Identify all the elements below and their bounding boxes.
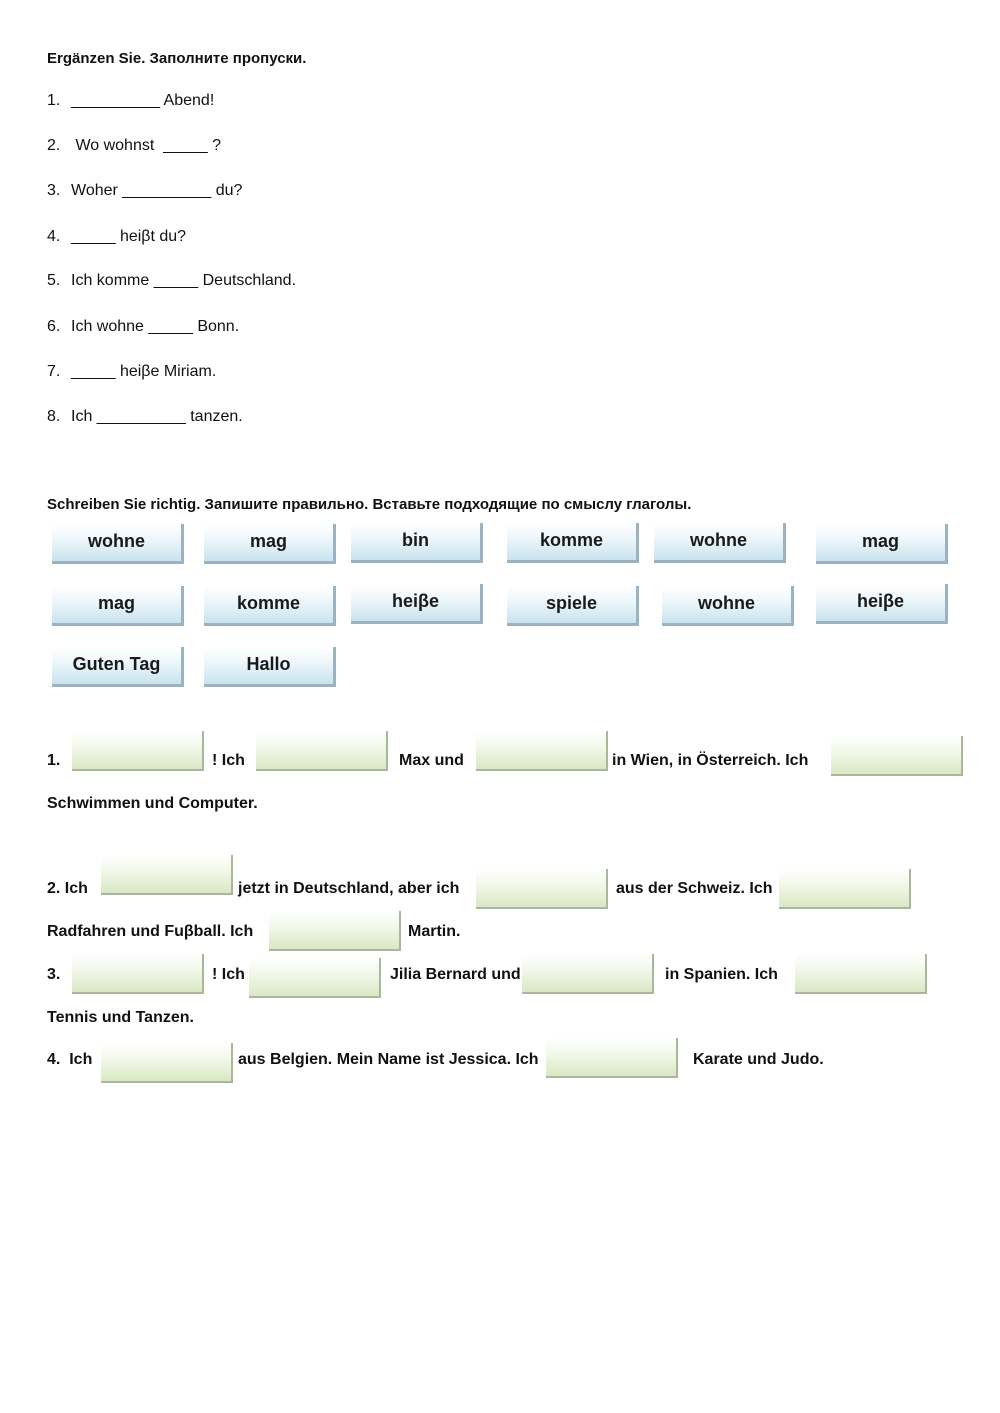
word-chip[interactable]: heiβe xyxy=(816,584,948,624)
drop-slot[interactable] xyxy=(546,1038,678,1078)
word-chip[interactable]: mag xyxy=(204,524,336,564)
drop-slot[interactable] xyxy=(101,855,233,895)
drop-slot[interactable] xyxy=(522,954,654,994)
sentence-text: ! Ich xyxy=(212,752,245,769)
item-text: Ich wohne _____ Bonn. xyxy=(71,318,240,335)
drop-slot[interactable] xyxy=(72,731,204,771)
sentence-text: in Wien, in Österreich. Ich xyxy=(612,752,809,769)
word-chip[interactable]: wohne xyxy=(52,524,184,564)
item-number: 8. xyxy=(47,408,61,425)
drop-slot[interactable] xyxy=(249,958,381,998)
word-chip[interactable]: komme xyxy=(204,586,336,626)
drop-slot[interactable] xyxy=(101,1043,233,1083)
drop-slot[interactable] xyxy=(72,954,204,994)
item-text: Wo wohnst _____ ? xyxy=(71,137,222,154)
sentence-text: Schwimmen und Computer. xyxy=(47,795,258,812)
item-text: Ich __________ tanzen. xyxy=(71,408,243,425)
exercise1-item xyxy=(47,408,243,426)
exercise1-item xyxy=(47,363,216,381)
sentence-text: Tennis und Tanzen. xyxy=(47,1009,194,1026)
section2-title: Schreiben Sie richtig. Запишите правильно. Вставьте подходящие по смыслу глаголы. xyxy=(47,496,692,513)
sentence-text: jetzt in Deutschland, aber ich xyxy=(238,880,460,897)
exercise1-item xyxy=(47,272,296,290)
word-chip[interactable]: Hallo xyxy=(204,647,336,687)
section1-title: Ergänzen Sie. Заполните пропуски. xyxy=(47,50,307,67)
item-number: 7. xyxy=(47,363,61,380)
sentence-text: Max und xyxy=(399,752,464,769)
drop-slot[interactable] xyxy=(476,731,608,771)
drop-slot[interactable] xyxy=(795,954,927,994)
word-chip[interactable]: mag xyxy=(52,586,184,626)
item-number: 3. xyxy=(47,182,61,199)
drop-slot[interactable] xyxy=(256,731,388,771)
drop-slot[interactable] xyxy=(476,869,608,909)
item-number: 6. xyxy=(47,318,61,335)
item-text: _____ heiβe Miriam. xyxy=(71,363,217,380)
drop-slot[interactable] xyxy=(269,911,401,951)
exercise1-item xyxy=(47,318,239,336)
item-text: __________ Abend! xyxy=(71,92,215,109)
item-number: 2. xyxy=(47,137,61,154)
word-chip[interactable]: bin xyxy=(351,523,483,563)
drop-slot[interactable] xyxy=(831,736,963,776)
sentence-text: Radfahren und Fuβball. Ich xyxy=(47,923,254,940)
item-text: Woher __________ du? xyxy=(71,182,243,199)
drop-slot[interactable] xyxy=(779,869,911,909)
item-number: 1. xyxy=(47,92,61,109)
sentence-number: 4. Ich xyxy=(47,1051,93,1068)
exercise1-item xyxy=(47,228,186,246)
sentence-text: Martin. xyxy=(408,923,461,940)
exercise1-item xyxy=(47,137,221,155)
sentence-number: 1. xyxy=(47,752,61,769)
word-chip[interactable]: wohne xyxy=(662,586,794,626)
sentence-number: 2. Ich xyxy=(47,880,88,897)
item-text: _____ heiβt du? xyxy=(71,228,187,245)
sentence-text: Karate und Judo. xyxy=(693,1051,824,1068)
sentence-text: in Spanien. Ich xyxy=(665,966,778,983)
sentence-text: aus Belgien. Mein Name ist Jessica. Ich xyxy=(238,1051,539,1068)
word-chip[interactable]: wohne xyxy=(654,523,786,563)
item-number: 4. xyxy=(47,228,61,245)
sentence-number: 3. xyxy=(47,966,61,983)
word-chip[interactable]: komme xyxy=(507,523,639,563)
sentence-text: aus der Schweiz. Ich xyxy=(616,880,773,897)
exercise1-item xyxy=(47,92,214,110)
word-chip[interactable]: Guten Tag xyxy=(52,647,184,687)
word-chip[interactable]: spiele xyxy=(507,586,639,626)
word-chip[interactable]: mag xyxy=(816,524,948,564)
sentence-text: ! Ich xyxy=(212,966,245,983)
word-chip[interactable]: heiβe xyxy=(351,584,483,624)
exercise1-item xyxy=(47,182,242,200)
item-number: 5. xyxy=(47,272,61,289)
sentence-text: Jilia Bernard und xyxy=(390,966,521,983)
item-text: Ich komme _____ Deutschland. xyxy=(71,272,297,289)
